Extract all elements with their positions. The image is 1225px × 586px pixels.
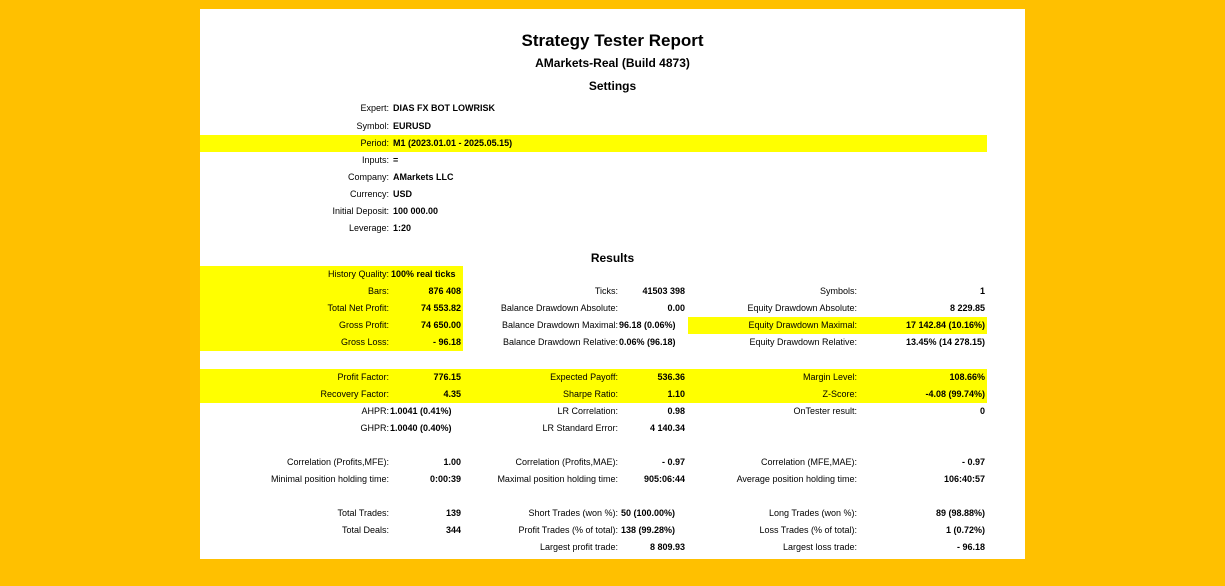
net-profit-label: Total Net Profit: <box>327 303 389 313</box>
expected-payoff-value: 536.36 <box>657 372 685 382</box>
min-hold-label: Minimal position holding time: <box>270 474 389 484</box>
report-title: Strategy Tester Report <box>521 31 704 50</box>
lr-err-label: LR Standard Error: <box>542 423 618 433</box>
ahpr-value: 1.0041 (0.41%) <box>390 406 452 416</box>
sharpe-value: 1.10 <box>667 389 685 399</box>
zscore-label: Z-Score: <box>822 389 857 399</box>
bal-dd-max-label: Balance Drawdown Maximal: <box>501 320 618 330</box>
sharpe-label: Sharpe Ratio: <box>562 389 618 399</box>
bal-dd-rel-value: 0.06% (96.18) <box>619 337 676 347</box>
expert-value: DIAS FX BOT LOWRISK <box>393 103 495 113</box>
gross-loss-label: Gross Loss: <box>340 337 389 347</box>
gross-profit-value: 74 650.00 <box>420 320 461 330</box>
eq-dd-abs-label: Equity Drawdown Absolute: <box>747 303 857 313</box>
inputs-label: Inputs: <box>361 155 389 165</box>
corr-mfe-mae-label: Correlation (MFE,MAE): <box>760 457 857 467</box>
symbols-label: Symbols: <box>819 286 857 296</box>
net-profit-value: 74 553.82 <box>420 303 461 313</box>
bal-dd-max-value: 96.18 (0.06%) <box>619 320 676 330</box>
lr-corr-value: 0.98 <box>667 406 685 416</box>
long-trades-value: 89 (98.88%) <box>935 508 985 518</box>
corr-mae-label: Correlation (Profits,MAE): <box>515 457 618 467</box>
avg-hold-label: Average position holding time: <box>736 474 857 484</box>
long-trades-label: Long Trades (won %): <box>768 508 857 518</box>
expected-payoff-label: Expected Payoff: <box>550 372 618 382</box>
total-deals-value: 344 <box>445 525 461 535</box>
loss-trades-label: Loss Trades (% of total): <box>759 525 857 535</box>
profit-trades-label: Profit Trades (% of total): <box>518 525 618 535</box>
profit-factor-label: Profit Factor: <box>337 372 389 382</box>
total-deals-label: Total Deals: <box>341 525 389 535</box>
leverage-label: Leverage: <box>348 223 389 233</box>
eq-dd-max-label: Equity Drawdown Maximal: <box>748 320 857 330</box>
inputs-value: = <box>393 155 399 165</box>
min-hold-value: 0:00:39 <box>429 474 461 484</box>
gross-profit-label: Gross Profit: <box>338 320 389 330</box>
largest-profit-value: 8 809.93 <box>649 542 685 552</box>
margin-level-label: Margin Level: <box>802 372 857 382</box>
short-trades-value: 50 (100.00%) <box>621 508 676 518</box>
gross-loss-value: - 96.18 <box>432 337 461 347</box>
total-trades-label: Total Trades: <box>337 508 389 518</box>
ontester-value: 0 <box>979 406 985 416</box>
ghpr-label: GHPR: <box>360 423 389 433</box>
lr-corr-label: LR Correlation: <box>557 406 618 416</box>
max-hold-value: 905:06:44 <box>643 474 685 484</box>
results-heading: Results <box>590 251 635 265</box>
symbol-label: Symbol: <box>356 121 389 131</box>
period-value: M1 (2023.01.01 - 2025.05.15) <box>393 138 513 148</box>
max-hold-label: Maximal position holding time: <box>497 474 618 484</box>
loss-trades-value: 1 (0.72%) <box>945 525 985 535</box>
history-quality-value: 100% real ticks <box>391 269 456 279</box>
bal-dd-rel-label: Balance Drawdown Relative: <box>502 337 618 347</box>
currency-label: Currency: <box>349 189 389 199</box>
expert-label: Expert: <box>360 103 389 113</box>
deposit-label: Initial Deposit: <box>332 206 389 216</box>
history-quality-label: History Quality: <box>327 269 389 279</box>
company-label: Company: <box>347 172 389 182</box>
symbols-value: 1 <box>979 286 985 296</box>
largest-loss-value: - 96.18 <box>956 542 985 552</box>
bal-dd-abs-value: 0.00 <box>667 303 685 313</box>
total-trades-value: 139 <box>445 508 461 518</box>
bal-dd-abs-label: Balance Drawdown Absolute: <box>500 303 618 313</box>
eq-dd-rel-value: 13.45% (14 278.15) <box>905 337 985 347</box>
server-subtitle: AMarkets-Real (Build 4873) <box>535 56 690 70</box>
currency-value: USD <box>393 189 413 199</box>
bars-value: 876 408 <box>428 286 461 296</box>
profit-factor-value: 776.15 <box>433 372 461 382</box>
period-label: Period: <box>360 138 389 148</box>
leverage-value: 1:20 <box>393 223 412 233</box>
symbol-value: EURUSD <box>393 121 432 131</box>
largest-profit-label: Largest profit trade: <box>539 542 618 552</box>
eq-dd-max-value: 17 142.84 (10.16%) <box>905 320 985 330</box>
company-value: AMarkets LLC <box>393 172 454 182</box>
corr-mae-value: - 0.97 <box>661 457 685 467</box>
settings-heading: Settings <box>588 79 637 93</box>
recovery-factor-label: Recovery Factor: <box>320 389 389 399</box>
corr-mfe-mae-value: - 0.97 <box>961 457 985 467</box>
zscore-value: -4.08 (99.74%) <box>925 389 985 399</box>
corr-mfe-label: Correlation (Profits,MFE): <box>286 457 389 467</box>
profit-trades-value: 138 (99.28%) <box>621 525 676 535</box>
ghpr-value: 1.0040 (0.40%) <box>390 423 452 433</box>
deposit-value: 100 000.00 <box>393 206 439 216</box>
short-trades-label: Short Trades (won %): <box>528 508 618 518</box>
bars-label: Bars: <box>367 286 389 296</box>
eq-dd-abs-value: 8 229.85 <box>949 303 985 313</box>
avg-hold-value: 106:40:57 <box>943 474 985 484</box>
ontester-label: OnTester result: <box>793 406 857 416</box>
ticks-value: 41503 398 <box>642 286 685 296</box>
corr-mfe-value: 1.00 <box>443 457 461 467</box>
eq-dd-rel-label: Equity Drawdown Relative: <box>749 337 857 347</box>
lr-err-value: 4 140.34 <box>649 423 685 433</box>
ticks-label: Ticks: <box>594 286 618 296</box>
margin-level-value: 108.66% <box>949 372 985 382</box>
recovery-factor-value: 4.35 <box>443 389 461 399</box>
ahpr-label: AHPR: <box>361 406 389 416</box>
report-page <box>200 9 1025 559</box>
largest-loss-label: Largest loss trade: <box>782 542 857 552</box>
